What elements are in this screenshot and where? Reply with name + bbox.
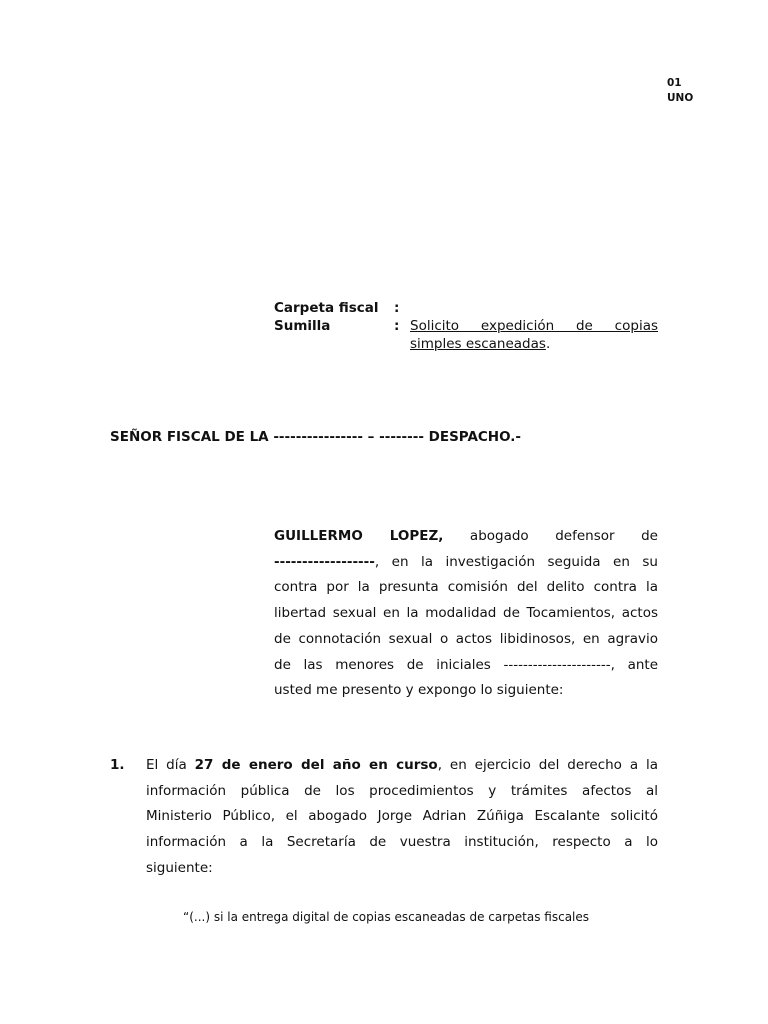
item-1-line-1 [146, 753, 658, 779]
intro-line-5: de connotación sexual o actos libidinosos, en agravio [274, 630, 658, 647]
item-1-line-3: Ministerio Público, el abogado Jorge Adrian Zúñiga Escalante solicitó [146, 808, 658, 825]
sumilla-line-2 [410, 335, 658, 353]
addressee-line: SEÑOR FISCAL DE LA ---------------- – -------- DESPACHO.- [110, 429, 522, 445]
intro-paragraph [274, 524, 658, 704]
sumilla-line-1: Solicito expedición de copias [410, 318, 658, 334]
item-1-line-1-b: , en ejercicio del derecho a la [437, 757, 659, 773]
sumilla-colon: : [394, 318, 400, 334]
intro-line-7: usted me presento y expongo lo siguiente: [274, 682, 564, 699]
quote-text: “(...) si la entrega digital de copias escaneadas de carpetas fiscales [183, 910, 590, 924]
intro-line-6: de las menores de iniciales ----------------------, ante [274, 656, 658, 673]
carpeta-fiscal-label: Carpeta fiscal [274, 300, 379, 316]
intro-line-2 [274, 550, 658, 576]
sumilla-row [274, 317, 658, 353]
sumilla-value [410, 317, 658, 353]
sumilla-label: Sumilla [274, 318, 331, 334]
redacted-name: ------------------ [274, 553, 375, 570]
item-1-line-2: información pública de los procedimientos y trámites afectos al [146, 782, 658, 799]
sumilla-period: . [545, 336, 551, 352]
item-1-line-5: siguiente: [146, 859, 213, 876]
defendant-name: GUILLERMO LOPEZ, [274, 528, 444, 544]
intro-line-1-rest: abogado defensor de [469, 528, 658, 544]
header-block [274, 299, 658, 353]
item-1-number: 1. [110, 757, 125, 773]
carpeta-fiscal-value [410, 299, 658, 317]
item-1-date: 27 de enero del año en curso [194, 757, 438, 773]
carpeta-fiscal-row [274, 299, 658, 317]
item-1-line-4: información a la Secretaría de vuestra institución, respecto a lo [146, 834, 658, 851]
page-number [667, 76, 693, 106]
carpeta-fiscal-colon: : [394, 300, 400, 316]
item-1-line-1-a: El día [146, 757, 195, 773]
sumilla-line-2-text: simples escaneadas [410, 336, 546, 352]
intro-line-4: libertad sexual en la modalidad de Tocamientos, actos [274, 605, 658, 622]
page-number-words: UNO [667, 92, 694, 104]
intro-line-3: contra por la presunta comisión del delito contra la [274, 579, 658, 596]
intro-line-2-rest: , en la investigación seguida en su [374, 553, 658, 570]
page-number-digits: 01 [667, 77, 682, 89]
item-1-body [146, 753, 658, 882]
intro-line-1 [274, 524, 658, 550]
